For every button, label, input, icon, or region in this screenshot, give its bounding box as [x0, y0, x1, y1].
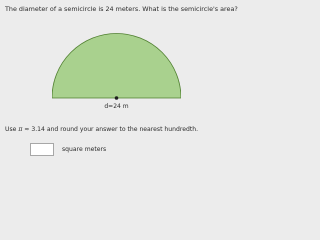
- unit-label: square meters: [62, 146, 107, 153]
- diameter-label: d=24 m: [104, 103, 129, 110]
- semicircle-shape: [52, 34, 181, 99]
- instruction-prefix: Use: [5, 126, 17, 133]
- question-text: The diameter of a semicircle is 24 meters. What is the semicircle's area?: [5, 5, 238, 13]
- semicircle-figure: [52, 28, 181, 124]
- pi-symbol: π: [18, 126, 23, 133]
- instruction-rest: ≈ 3.14 and round your answer to the nearest hundredth.: [24, 126, 199, 133]
- center-point: [115, 96, 119, 100]
- instruction-text: [5, 126, 198, 133]
- answer-input[interactable]: [30, 143, 54, 156]
